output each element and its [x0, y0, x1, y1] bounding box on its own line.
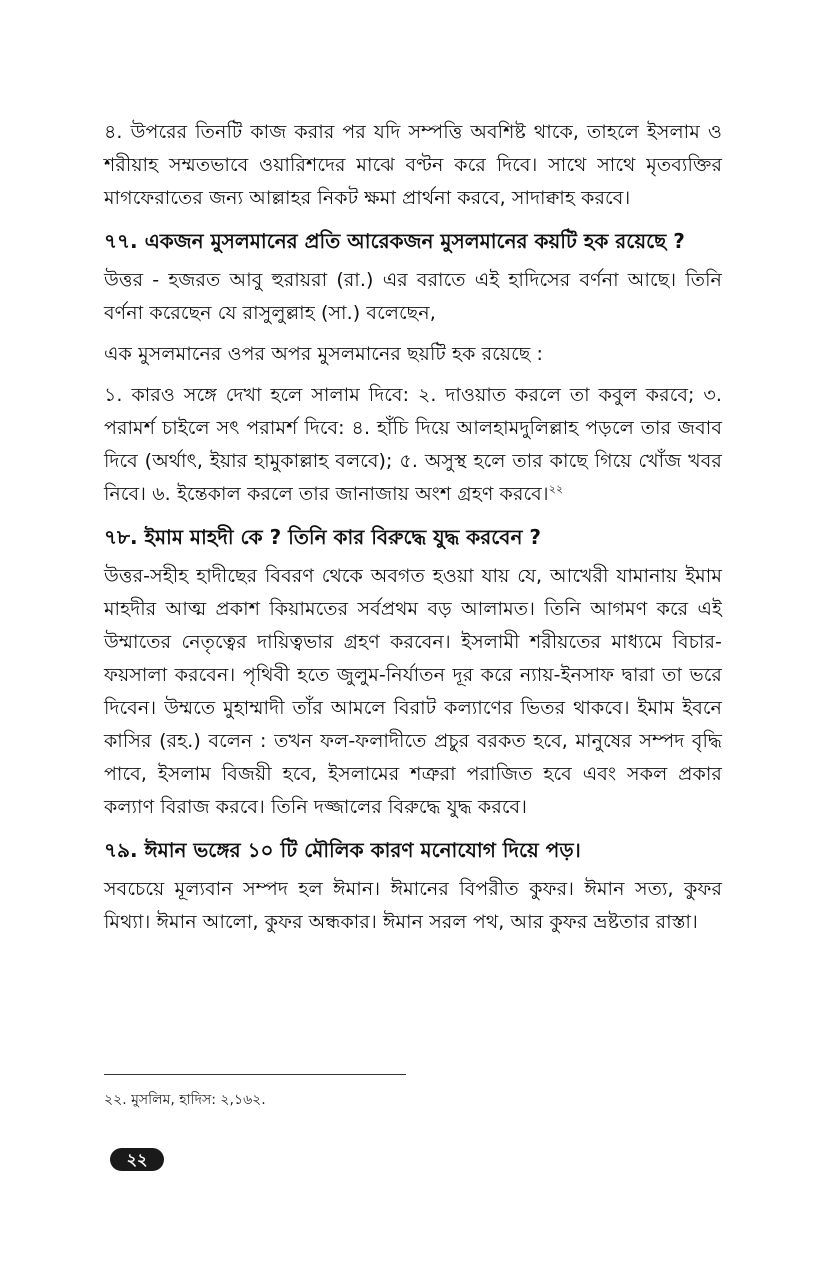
page-content — [104, 116, 722, 939]
footnote-divider — [104, 1074, 406, 1075]
six-rights-text: ১. কারও সঙ্গে দেখা হলে সালাম দিবে: ২. দাওয়াত করলে তা কবুল করবে; ৩. পরামর্শ চাইলে সৎ পরামর্শ দিবে: ৪. হাঁচি দিয়ে আলহামদুলিল্লাহ পড়লে তার জবাব দিবে (অর্থাৎ, ইয়ার হামুকাল্লাহ বলবে); ৫. অসুস্থ হলে তার কাছে গিয়ে খোঁজ খবর নিবে। ৬. ইন্তেকাল করলে তার জানাজায় অংশ গ্রহণ করবে। — [104, 384, 722, 505]
question-78-heading: ৭৮. ইমাম মাহদী কে ? তিনি কার বিরুদ্ধে যুদ্ধ করবেন ? — [104, 525, 541, 549]
question-79-answer: সবচেয়ে মূল্যবান সম্পদ হল ঈমান। ঈমানের বিপরীত কুফর। ঈমান সত্য, কুফর মিথ্যা। ঈমান আলো, কুফর অন্ধকার। ঈমান সরল পথ, আর কুফর ভ্রষ্টতার রাস্তা। — [104, 878, 722, 933]
question-79-heading: ৭৯. ঈমান ভঙ্গের ১০ টি মৌলিক কারণ মনোযোগ দিয়ে পড়। — [104, 838, 581, 862]
footnote-text: ২২. মুসলিম, হাদিস: ২,১৬২. — [104, 1092, 266, 1108]
paragraph-inheritance-step-4: ৪. উপরের তিনটি কাজ করার পর যদি সম্পত্তি অবশিষ্ট থাকে, তাহলে ইসলাম ও শরীয়াহ সম্মতভাবে ওয়ারিশদের মাঝে বণ্টন করে দিবে। সাথে সাথে মৃতব্যক্তির মাগফেরাতের জন্য আল্লাহর নিকট ক্ষমা প্রার্থনা করবে, সাদাক্বাহ করবে। — [104, 121, 722, 209]
question-77-heading: ৭৭. একজন মুসলমানের প্রতি আরেকজন মুসলমানের কয়টি হক রয়েছে ? — [104, 229, 685, 253]
page-number-badge: ২২ — [110, 1148, 164, 1171]
footnote-reference[interactable]: ২২ — [548, 482, 564, 496]
question-77-answer-intro: উত্তর - হজরত আবু হুরায়রা (রা.) এর বরাতে এই হাদিসের বর্ণনা আছে। তিনি বর্ণনা করেছেন যে রাসুলুল্লাহ (সা.) বলেছেন, — [104, 269, 722, 324]
question-78-answer: উত্তর-সহীহ হাদীছের বিবরণ থেকে অবগত হওয়া যায় যে, আখেরী যামানায় ইমাম মাহদীর আত্ম প্রকাশ কিয়ামতের সর্বপ্রথম বড় আলামত। তিনি আগমণ করে এই উম্মাতের নেতৃত্বের দায়িত্বভার গ্রহণ করবেন। ইসলামী শরীয়তের মাধ্যমে বিচার-ফয়সালা করবেন। পৃথিবী হতে জুলুম-নির্যাতন দূর করে ন্যায়-ইনসাফ দ্বারা তা ভরে দিবেন। উম্মতে মুহাম্মাদী তাঁর আমলে বিরাট কল্যাণের ভিতর থাকবে। ইমাম ইবনে কাসির (রহ.) বলেন : তখন ফল-ফলাদীতে প্রচুর বরকত হবে, মানুষের সম্পদ বৃদ্ধি পাবে, ইসলাম বিজয়ী হবে, ইসলামের শত্রুরা পরাজিত হবে এবং সকল প্রকার কল্যাণ বিরাজ করবে। তিনি দজ্জালের বিরুদ্ধে যুদ্ধ করবে। — [104, 565, 722, 818]
question-77-answer-statement: এক মুসলমানের ওপর অপর মুসলমানের ছয়টি হক রয়েছে : — [104, 343, 543, 365]
question-77-answer-list — [104, 379, 722, 511]
